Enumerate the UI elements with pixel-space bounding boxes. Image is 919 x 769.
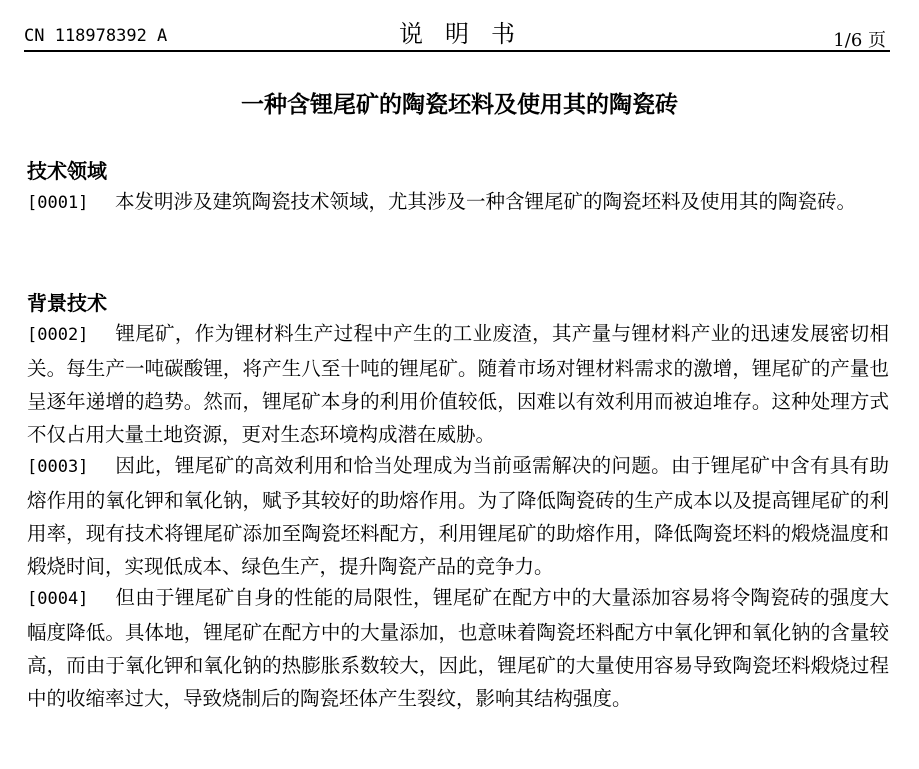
paragraph-0003: [27, 449, 889, 583]
document-type: 说明书: [399, 20, 537, 48]
paragraph-number: [0003]: [27, 457, 89, 477]
section-heading-background: 背景技术: [27, 291, 107, 315]
paragraph-0004: [27, 581, 889, 715]
page-header: [24, 12, 890, 52]
paragraph-number: [0004]: [27, 589, 89, 609]
page-indicator: 1/6 页: [833, 30, 886, 51]
paragraph-text: 本发明涉及建筑陶瓷技术领域，尤其涉及一种含锂尾矿的陶瓷坯料及使用其的陶瓷砖。: [115, 190, 857, 213]
paragraph-text: 但由于锂尾矿自身的性能的局限性，锂尾矿在配方中的大量添加容易将令陶瓷砖的强度大幅度降低。具体地，锂尾矿在配方中的大量添加，也意味着陶瓷坯料配方中氧化钾和氧化钠的含量较高，而由于氧化钾和氧化钠的热膨胀系数较大，因此，锂尾矿的大量使用容易导致陶瓷坯料煅烧过程中的收缩率过大，导致烧制后的陶瓷坯体产生裂纹，影响其结构强度。: [27, 586, 889, 710]
paragraph-number: [0001]: [27, 193, 89, 213]
paragraph-text: 锂尾矿，作为锂材料生产过程中产生的工业废渣，其产量与锂材料产业的迅速发展密切相关。每生产一吨碳酸锂，将产生八至十吨的锂尾矿。随着市场对锂材料需求的激增，锂尾矿的产量也呈逐年递增的趋势。然而，锂尾矿本身的利用价值较低，因难以有效利用而被迫堆存。这种处理方式不仅占用大量土地资源，更对生态环境构成潜在威胁。: [27, 322, 889, 446]
paragraph-number: [0002]: [27, 325, 89, 345]
paragraph-text: 因此，锂尾矿的高效利用和恰当处理成为当前亟需解决的问题。由于锂尾矿中含有具有助熔作用的氧化钾和氧化钠，赋予其较好的助熔作用。为了降低陶瓷砖的生产成本以及提高锂尾矿的利用率，现有技术将锂尾矿添加至陶瓷坯料配方，利用锂尾矿的助熔作用，降低陶瓷坯料的煅烧温度和煅烧时间，实现低成本、绿色生产，提升陶瓷产品的竞争力。: [27, 454, 889, 578]
publication-number: CN 118978392 A: [24, 26, 168, 46]
paragraph-0002: [27, 317, 889, 451]
paragraph-0001: [27, 185, 889, 220]
document-title: 一种含锂尾矿的陶瓷坯料及使用其的陶瓷砖: [241, 92, 678, 118]
section-heading-technical-field: 技术领域: [27, 159, 107, 183]
